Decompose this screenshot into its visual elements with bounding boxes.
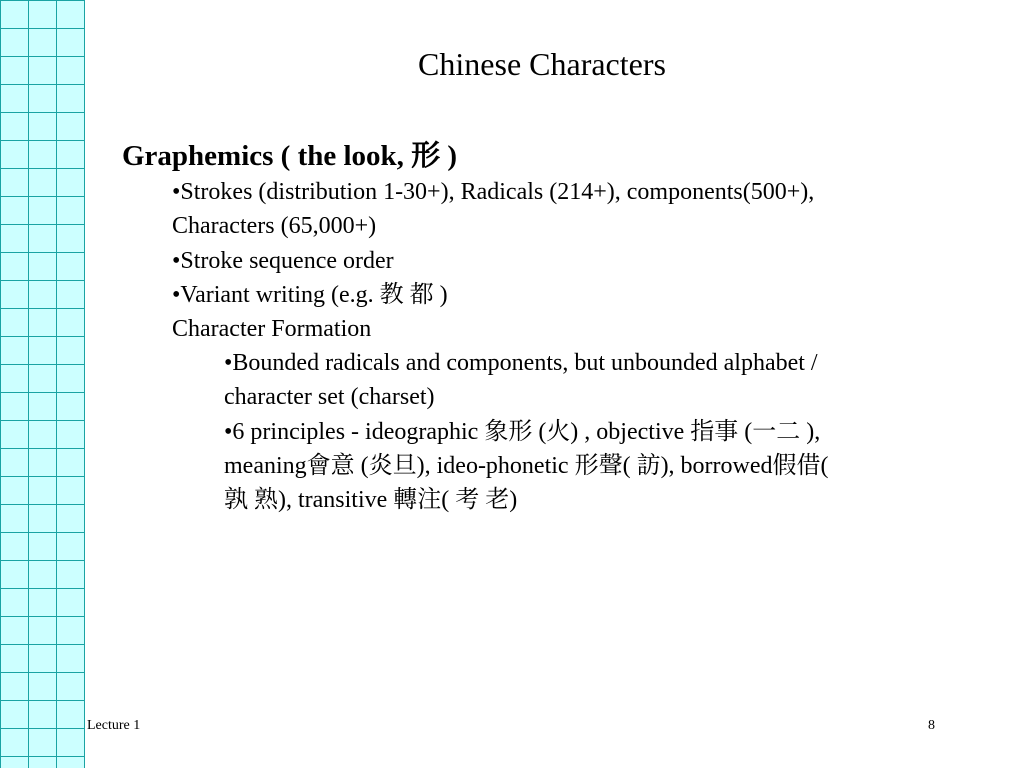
bullet-strokes-continued: Characters (65,000+) xyxy=(172,213,377,239)
bullet-six-principles: •6 principles - ideographic 象形 (火) , objective 指事 (一二 ), xyxy=(224,419,821,445)
bullet-bounded-radicals: •Bounded radicals and components, but unbounded alphabet / xyxy=(224,350,818,376)
bullet-stroke-sequence: •Stroke sequence order xyxy=(172,248,394,274)
bullet-six-principles-line-2: meaning會意 (炎旦), ideo-phonetic 形聲( 訪), borrowed假借( xyxy=(224,453,829,479)
grid-decoration-strip xyxy=(0,0,85,768)
slide-title: Chinese Characters xyxy=(418,46,666,82)
subheading-character-formation: Character Formation xyxy=(172,316,372,342)
bullet-variant-writing: •Variant writing (e.g. 教 都 ) xyxy=(172,282,448,308)
footer-page-number: 8 xyxy=(928,718,935,733)
bullet-strokes: •Strokes (distribution 1-30+), Radicals (214+), components(500+), xyxy=(172,179,815,205)
footer-lecture-label: Lecture 1 xyxy=(87,718,141,733)
bullet-bounded-radicals-continued: character set (charset) xyxy=(224,384,435,410)
bullet-six-principles-line-3: 孰 熟), transitive 轉注( 考 老) xyxy=(224,487,518,513)
section-heading-graphemics: Graphemics ( the look, 形 ) xyxy=(122,140,458,172)
